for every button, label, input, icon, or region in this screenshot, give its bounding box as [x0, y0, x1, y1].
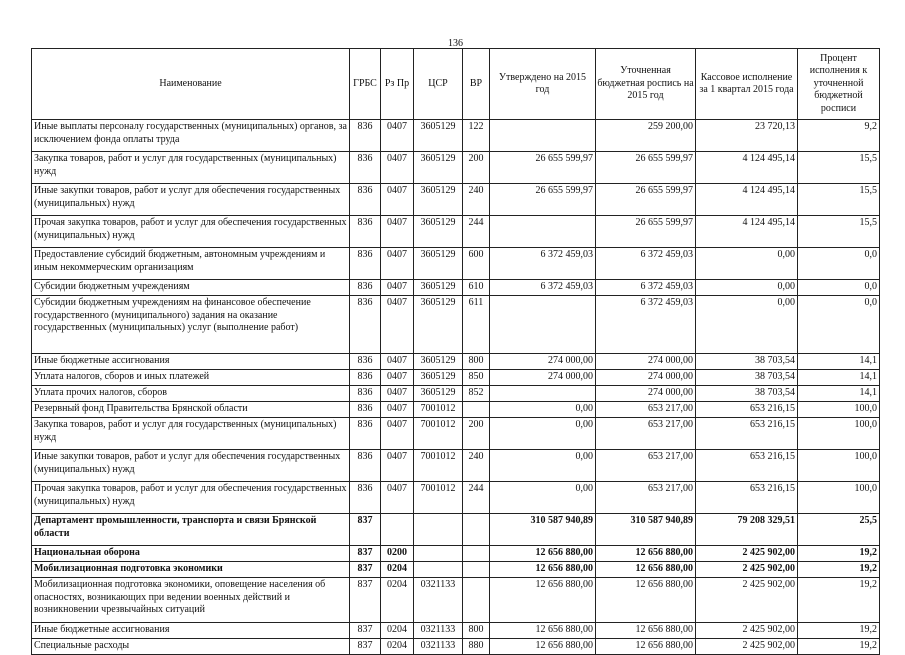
- cell-grbs: 837: [350, 578, 381, 623]
- cell-name: Закупка товаров, работ и услуг для государственных (муниципальных) нужд: [32, 418, 350, 450]
- cell-rzpr: 0407: [381, 248, 414, 280]
- cell-rzpr: 0407: [381, 296, 414, 354]
- cell-name: Национальная оборона: [32, 546, 350, 562]
- cell-cash: 2 425 902,00: [696, 562, 798, 578]
- cell-percent: 14,1: [798, 386, 880, 402]
- cell-csr: 7001012: [414, 402, 463, 418]
- cell-approved: 12 656 880,00: [490, 623, 596, 639]
- cell-percent: 14,1: [798, 370, 880, 386]
- cell-cash: 0,00: [696, 296, 798, 354]
- cell-grbs: 837: [350, 514, 381, 546]
- cell-approved: [490, 296, 596, 354]
- cell-csr: 3605129: [414, 354, 463, 370]
- cell-approved: 6 372 459,03: [490, 248, 596, 280]
- cell-cash: 2 425 902,00: [696, 623, 798, 639]
- cell-rzpr: 0204: [381, 578, 414, 623]
- cell-cash: 2 425 902,00: [696, 639, 798, 655]
- cell-csr: 3605129: [414, 184, 463, 216]
- cell-refined: 310 587 940,89: [596, 514, 696, 546]
- cell-approved: 12 656 880,00: [490, 562, 596, 578]
- cell-rzpr: 0204: [381, 623, 414, 639]
- cell-rzpr: 0407: [381, 370, 414, 386]
- cell-cash: 2 425 902,00: [696, 578, 798, 623]
- cell-csr: 0321133: [414, 578, 463, 623]
- cell-refined: 653 217,00: [596, 418, 696, 450]
- cell-name: Мобилизационная подготовка экономики, оповещение населения об опасностях, возникающих при ведении военных действий и возникновении чрезвычайных ситуаций: [32, 578, 350, 623]
- cell-approved: 0,00: [490, 418, 596, 450]
- cell-vr: 200: [463, 418, 490, 450]
- cell-grbs: 836: [350, 216, 381, 248]
- cell-vr: [463, 562, 490, 578]
- cell-refined: 26 655 599,97: [596, 216, 696, 248]
- header-csr: ЦСР: [414, 49, 463, 120]
- cell-approved: [490, 120, 596, 152]
- cell-percent: 25,5: [798, 514, 880, 546]
- table-row: [32, 623, 880, 639]
- cell-name: Резервный фонд Правительства Брянской области: [32, 402, 350, 418]
- table-row: [32, 184, 880, 216]
- cell-vr: 880: [463, 639, 490, 655]
- cell-grbs: 836: [350, 354, 381, 370]
- cell-refined: 653 217,00: [596, 450, 696, 482]
- table-row: [32, 546, 880, 562]
- cell-vr: 610: [463, 280, 490, 296]
- cell-name: Уплата налогов, сборов и иных платежей: [32, 370, 350, 386]
- cell-name: Предоставление субсидий бюджетным, автономным учреждениям и иным некоммерческим организациям: [32, 248, 350, 280]
- cell-percent: 0,0: [798, 248, 880, 280]
- cell-name: Департамент промышленности, транспорта и связи Брянской области: [32, 514, 350, 546]
- cell-vr: [463, 514, 490, 546]
- cell-percent: 100,0: [798, 418, 880, 450]
- cell-rzpr: 0200: [381, 546, 414, 562]
- header-row: [32, 49, 880, 120]
- cell-refined: 6 372 459,03: [596, 280, 696, 296]
- page-number: 136: [448, 38, 463, 49]
- table-row: [32, 248, 880, 280]
- cell-name: Закупка товаров, работ и услуг для государственных (муниципальных) нужд: [32, 152, 350, 184]
- cell-cash: 653 216,15: [696, 418, 798, 450]
- cell-csr: 3605129: [414, 120, 463, 152]
- cell-grbs: 837: [350, 546, 381, 562]
- table-row: [32, 354, 880, 370]
- table-row: [32, 402, 880, 418]
- cell-refined: 12 656 880,00: [596, 623, 696, 639]
- cell-refined: 12 656 880,00: [596, 562, 696, 578]
- cell-cash: 4 124 495,14: [696, 216, 798, 248]
- cell-name: Уплата прочих налогов, сборов: [32, 386, 350, 402]
- header-name: Наименование: [32, 49, 350, 120]
- cell-name: Иные бюджетные ассигнования: [32, 354, 350, 370]
- cell-refined: 12 656 880,00: [596, 546, 696, 562]
- cell-refined: 26 655 599,97: [596, 184, 696, 216]
- cell-vr: 240: [463, 184, 490, 216]
- cell-percent: 15,5: [798, 152, 880, 184]
- cell-grbs: 836: [350, 370, 381, 386]
- cell-percent: 0,0: [798, 280, 880, 296]
- cell-refined: 26 655 599,97: [596, 152, 696, 184]
- cell-csr: 7001012: [414, 418, 463, 450]
- cell-csr: 0321133: [414, 623, 463, 639]
- cell-rzpr: 0204: [381, 562, 414, 578]
- cell-percent: 9,2: [798, 120, 880, 152]
- cell-refined: 274 000,00: [596, 354, 696, 370]
- cell-percent: 15,5: [798, 184, 880, 216]
- cell-approved: 26 655 599,97: [490, 184, 596, 216]
- cell-refined: 12 656 880,00: [596, 639, 696, 655]
- cell-grbs: 836: [350, 402, 381, 418]
- cell-name: Прочая закупка товаров, работ и услуг для обеспечения государственных (муниципальных) нужд: [32, 216, 350, 248]
- cell-vr: 800: [463, 354, 490, 370]
- cell-percent: 100,0: [798, 450, 880, 482]
- cell-rzpr: 0407: [381, 418, 414, 450]
- table-row: [32, 152, 880, 184]
- cell-grbs: 836: [350, 450, 381, 482]
- cell-grbs: 837: [350, 639, 381, 655]
- cell-percent: 19,2: [798, 562, 880, 578]
- cell-csr: 3605129: [414, 248, 463, 280]
- cell-rzpr: [381, 514, 414, 546]
- cell-grbs: 836: [350, 120, 381, 152]
- cell-cash: 0,00: [696, 280, 798, 296]
- cell-refined: 6 372 459,03: [596, 248, 696, 280]
- cell-rzpr: 0407: [381, 152, 414, 184]
- cell-refined: 653 217,00: [596, 402, 696, 418]
- cell-vr: 200: [463, 152, 490, 184]
- table-row: [32, 280, 880, 296]
- budget-table: [31, 48, 880, 655]
- header-percent: Процент исполнения к уточненной бюджетной росписи: [798, 49, 880, 120]
- cell-csr: 3605129: [414, 216, 463, 248]
- cell-grbs: 837: [350, 562, 381, 578]
- cell-grbs: 836: [350, 280, 381, 296]
- cell-percent: 19,2: [798, 546, 880, 562]
- cell-approved: 6 372 459,03: [490, 280, 596, 296]
- cell-vr: 611: [463, 296, 490, 354]
- cell-cash: 38 703,54: [696, 386, 798, 402]
- cell-cash: 79 208 329,51: [696, 514, 798, 546]
- cell-refined: 259 200,00: [596, 120, 696, 152]
- cell-vr: [463, 546, 490, 562]
- cell-name: Иные выплаты персоналу государственных (муниципальных) органов, за исключением фонда оплаты труда: [32, 120, 350, 152]
- header-refined: Уточненная бюджетная роспись на 2015 год: [596, 49, 696, 120]
- table-row: [32, 386, 880, 402]
- cell-refined: 274 000,00: [596, 386, 696, 402]
- cell-rzpr: 0407: [381, 402, 414, 418]
- cell-approved: [490, 386, 596, 402]
- cell-vr: 600: [463, 248, 490, 280]
- cell-approved: 12 656 880,00: [490, 578, 596, 623]
- cell-vr: 122: [463, 120, 490, 152]
- cell-percent: 100,0: [798, 482, 880, 514]
- cell-percent: 15,5: [798, 216, 880, 248]
- cell-cash: 653 216,15: [696, 402, 798, 418]
- cell-approved: 0,00: [490, 402, 596, 418]
- cell-cash: 38 703,54: [696, 370, 798, 386]
- cell-cash: 0,00: [696, 248, 798, 280]
- table-row: [32, 514, 880, 546]
- cell-csr: 3605129: [414, 152, 463, 184]
- cell-name: Мобилизационная подготовка экономики: [32, 562, 350, 578]
- cell-name: Субсидии бюджетным учреждениям: [32, 280, 350, 296]
- cell-grbs: 836: [350, 152, 381, 184]
- table-row: [32, 450, 880, 482]
- cell-vr: 240: [463, 450, 490, 482]
- cell-rzpr: 0407: [381, 280, 414, 296]
- cell-grbs: 836: [350, 482, 381, 514]
- cell-percent: 19,2: [798, 623, 880, 639]
- table-row: [32, 216, 880, 248]
- header-approved: Утверждено на 2015 год: [490, 49, 596, 120]
- cell-rzpr: 0204: [381, 639, 414, 655]
- cell-cash: 23 720,13: [696, 120, 798, 152]
- table-row: [32, 370, 880, 386]
- cell-vr: 850: [463, 370, 490, 386]
- cell-approved: 0,00: [490, 482, 596, 514]
- cell-refined: 12 656 880,00: [596, 578, 696, 623]
- cell-approved: 274 000,00: [490, 370, 596, 386]
- cell-name: Иные закупки товаров, работ и услуг для обеспечения государственных (муниципальных) нужд: [32, 450, 350, 482]
- cell-rzpr: 0407: [381, 450, 414, 482]
- cell-cash: 2 425 902,00: [696, 546, 798, 562]
- cell-cash: 38 703,54: [696, 354, 798, 370]
- cell-approved: 310 587 940,89: [490, 514, 596, 546]
- cell-name: Субсидии бюджетным учреждениям на финансовое обеспечение государственного (муниципального) задания на оказание государственных (муниципальных) услуг (выполнение работ): [32, 296, 350, 354]
- cell-vr: 244: [463, 216, 490, 248]
- cell-approved: [490, 216, 596, 248]
- header-rzpr: Рз Пр: [381, 49, 414, 120]
- cell-name: Иные бюджетные ассигнования: [32, 623, 350, 639]
- cell-rzpr: 0407: [381, 184, 414, 216]
- cell-cash: 653 216,15: [696, 450, 798, 482]
- cell-csr: [414, 514, 463, 546]
- table-row: [32, 120, 880, 152]
- cell-refined: 653 217,00: [596, 482, 696, 514]
- cell-approved: 12 656 880,00: [490, 546, 596, 562]
- cell-grbs: 836: [350, 418, 381, 450]
- cell-percent: 100,0: [798, 402, 880, 418]
- cell-name: Прочая закупка товаров, работ и услуг для обеспечения государственных (муниципальных) нужд: [32, 482, 350, 514]
- cell-approved: 0,00: [490, 450, 596, 482]
- table-row: [32, 578, 880, 623]
- cell-csr: 3605129: [414, 370, 463, 386]
- cell-rzpr: 0407: [381, 386, 414, 402]
- cell-csr: [414, 546, 463, 562]
- cell-name: Специальные расходы: [32, 639, 350, 655]
- cell-csr: 3605129: [414, 296, 463, 354]
- table-row: [32, 639, 880, 655]
- table-row: [32, 418, 880, 450]
- cell-cash: 653 216,15: [696, 482, 798, 514]
- table-row: [32, 482, 880, 514]
- table-body: [32, 120, 880, 655]
- cell-cash: 4 124 495,14: [696, 184, 798, 216]
- header-grbs: ГРБС: [350, 49, 381, 120]
- header-cash: Кассовое исполнение за 1 квартал 2015 года: [696, 49, 798, 120]
- cell-vr: [463, 402, 490, 418]
- cell-refined: 274 000,00: [596, 370, 696, 386]
- cell-csr: 7001012: [414, 482, 463, 514]
- cell-csr: 3605129: [414, 280, 463, 296]
- cell-rzpr: 0407: [381, 216, 414, 248]
- cell-rzpr: 0407: [381, 482, 414, 514]
- cell-grbs: 836: [350, 386, 381, 402]
- cell-grbs: 836: [350, 296, 381, 354]
- cell-approved: 26 655 599,97: [490, 152, 596, 184]
- cell-grbs: 836: [350, 248, 381, 280]
- cell-grbs: 836: [350, 184, 381, 216]
- cell-vr: 800: [463, 623, 490, 639]
- cell-approved: 12 656 880,00: [490, 639, 596, 655]
- cell-csr: 3605129: [414, 386, 463, 402]
- header-vr: ВР: [463, 49, 490, 120]
- cell-rzpr: 0407: [381, 354, 414, 370]
- cell-vr: [463, 578, 490, 623]
- cell-vr: 852: [463, 386, 490, 402]
- table-row: [32, 296, 880, 354]
- cell-percent: 0,0: [798, 296, 880, 354]
- table-row: [32, 562, 880, 578]
- cell-rzpr: 0407: [381, 120, 414, 152]
- cell-grbs: 837: [350, 623, 381, 639]
- cell-vr: 244: [463, 482, 490, 514]
- cell-refined: 6 372 459,03: [596, 296, 696, 354]
- cell-percent: 19,2: [798, 578, 880, 623]
- cell-csr: 7001012: [414, 450, 463, 482]
- cell-cash: 4 124 495,14: [696, 152, 798, 184]
- cell-percent: 14,1: [798, 354, 880, 370]
- cell-name: Иные закупки товаров, работ и услуг для обеспечения государственных (муниципальных) нужд: [32, 184, 350, 216]
- cell-approved: 274 000,00: [490, 354, 596, 370]
- cell-csr: [414, 562, 463, 578]
- cell-percent: 19,2: [798, 639, 880, 655]
- cell-csr: 0321133: [414, 639, 463, 655]
